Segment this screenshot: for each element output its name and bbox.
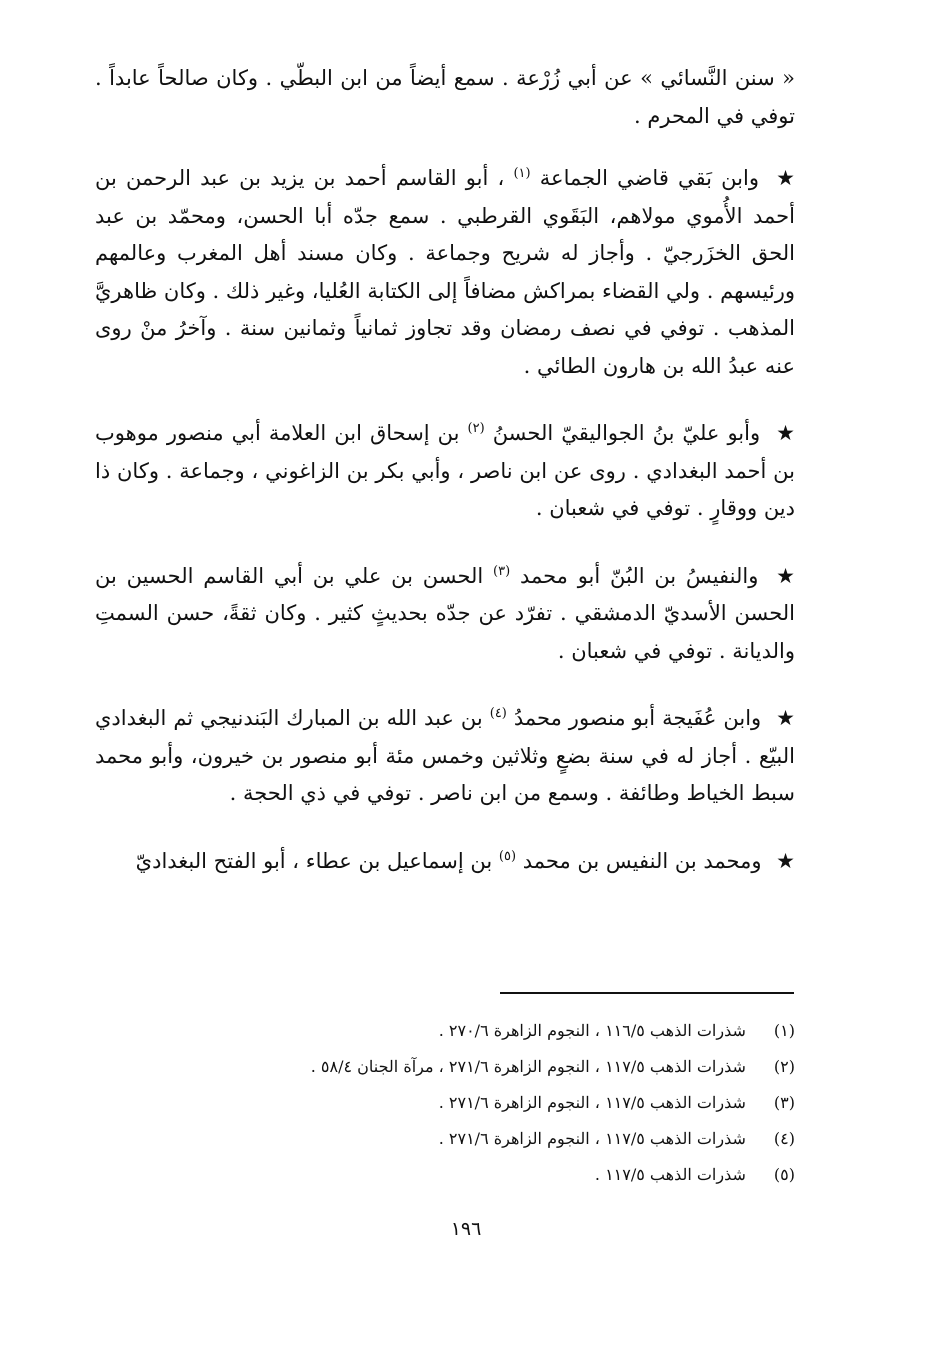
paragraph-3 xyxy=(95,415,795,528)
footnote-number: (٣) xyxy=(773,1093,795,1112)
main-text xyxy=(95,60,795,880)
footnote-ref[interactable]: (١) xyxy=(513,166,531,181)
footnote-ref[interactable]: (٢) xyxy=(467,421,485,436)
paragraph-4 xyxy=(95,558,795,671)
paragraph-text-continued: بن إسماعيل بن عطاء ، أبو الفتح البغداديّ xyxy=(135,848,493,873)
footnote-ref[interactable]: (٣) xyxy=(493,563,511,579)
paragraph-6 xyxy=(95,843,795,881)
footnote-text: شذرات الذهب ١١٦/٥ ، النجوم الزاهرة ٢٧٠/٦ . xyxy=(438,1021,746,1040)
footnote-text: شذرات الذهب ١١٧/٥ . xyxy=(594,1165,746,1184)
paragraph-text-continued: ، أبو القاسم أحمد بن يزيد بن عبد الرحمن بن أحمد الأُموي مولاهم، البَقَوي القرطبي . سمع جدّه أبا الحسن، ومحمّد بن عبد الحق الخزَرجيّ . وأجاز له شريح وجماعة . وكان مسند أهل المغرب وعالمهم ورئيسهم . ولي القضاء بمراكش مضافاً إلى الكتابة العُليا، وغير ذلك . وكان ظاهريَّ المذهب . توفي في نصف رمضان وقد تجاوز ثمانياً وثمانين سنة . وآخرُ منْ روى عنه عبدُ الله بن هارون الطائي . xyxy=(95,166,795,378)
footnote-text: شذرات الذهب ١١٧/٥ ، النجوم الزاهرة ٢٧١/٦ ، مرآة الجنان ٥٨/٤ . xyxy=(310,1057,746,1076)
paragraph-text: والنفيسُ بن البُنّ أبو محمد xyxy=(519,563,759,588)
star-icon: ★ xyxy=(776,166,795,190)
paragraph-2 xyxy=(95,160,795,385)
page-number: ١٩٦ xyxy=(450,1218,482,1240)
footnote-item xyxy=(95,1049,795,1085)
paragraph-text: وابن عُفَيجة أبو منصور محمدُ xyxy=(513,706,762,730)
paragraph-text-continued: بن إسحاق ابن العلامة أبي منصور موهوب بن أحمد البغدادي . روى عن ابن ناصر ، وأبي بكر بن الزاغوني ، وجماعة . وكان ذا دين ووقارٍ . توفي في شعبان . xyxy=(95,421,795,520)
footnote-number: (٢) xyxy=(773,1057,795,1076)
footnote-text: شذرات الذهب ١١٧/٥ ، النجوم الزاهرة ٢٧١/٦ . xyxy=(438,1129,746,1148)
page-body xyxy=(95,60,795,910)
footnote-item xyxy=(95,1157,795,1193)
paragraph-text: ومحمد بن النفيس بن محمد xyxy=(522,848,762,873)
paragraph-1 xyxy=(95,60,795,135)
star-icon: ★ xyxy=(776,706,795,730)
footnote-item xyxy=(95,1085,795,1121)
footnote-ref[interactable]: (٥) xyxy=(498,848,517,864)
paragraph-text-continued: بن عبد الله بن المبارك البَندنيجي ثم البغدادي البيّع . أجاز له في سنة بضعٍ وثلاثين وخمس مئة أبو منصور بن خيرون، وأبو محمد سبط الخياط وطائفة . وسمع من ابن ناصر . توفي في ذي الحجة . xyxy=(95,706,795,805)
star-icon: ★ xyxy=(776,421,795,445)
paragraph-5 xyxy=(95,700,795,813)
footnote-number: (٤) xyxy=(773,1129,795,1148)
star-icon: ★ xyxy=(776,848,795,873)
footnotes xyxy=(95,1013,795,1193)
footnote-text: شذرات الذهب ١١٧/٥ ، النجوم الزاهرة ٢٧١/٦ . xyxy=(438,1093,746,1112)
paragraph-text: وأبو عليّ بنُ الجواليقيّ الحسنُ xyxy=(492,421,761,445)
star-icon: ★ xyxy=(776,563,795,588)
paragraph-text: « سنن النَّسائي » عن أبي زُرْعة . سمع أيضاً من ابن البطّي . وكان صالحاً عابداً . توفي في المحرم . xyxy=(95,66,795,128)
footnote-number: (٥) xyxy=(773,1165,795,1184)
footnote-number: (١) xyxy=(773,1021,795,1040)
paragraph-text: وابن بَقي قاضي الجماعة xyxy=(539,166,759,190)
footnote-divider xyxy=(500,992,794,994)
footnote-ref[interactable]: (٤) xyxy=(489,706,507,721)
paragraph-text-continued: الحسن بن علي بن أبي القاسم الحسين بن الحسن الأسديّ الدمشقي . تفرّد عن جدّه بحديثٍ كثير . وكان ثقةً، حسن السمتِ والديانة . توفي في شعبان . xyxy=(95,563,795,663)
footnote-item xyxy=(95,1121,795,1157)
footnote-item xyxy=(95,1013,795,1049)
